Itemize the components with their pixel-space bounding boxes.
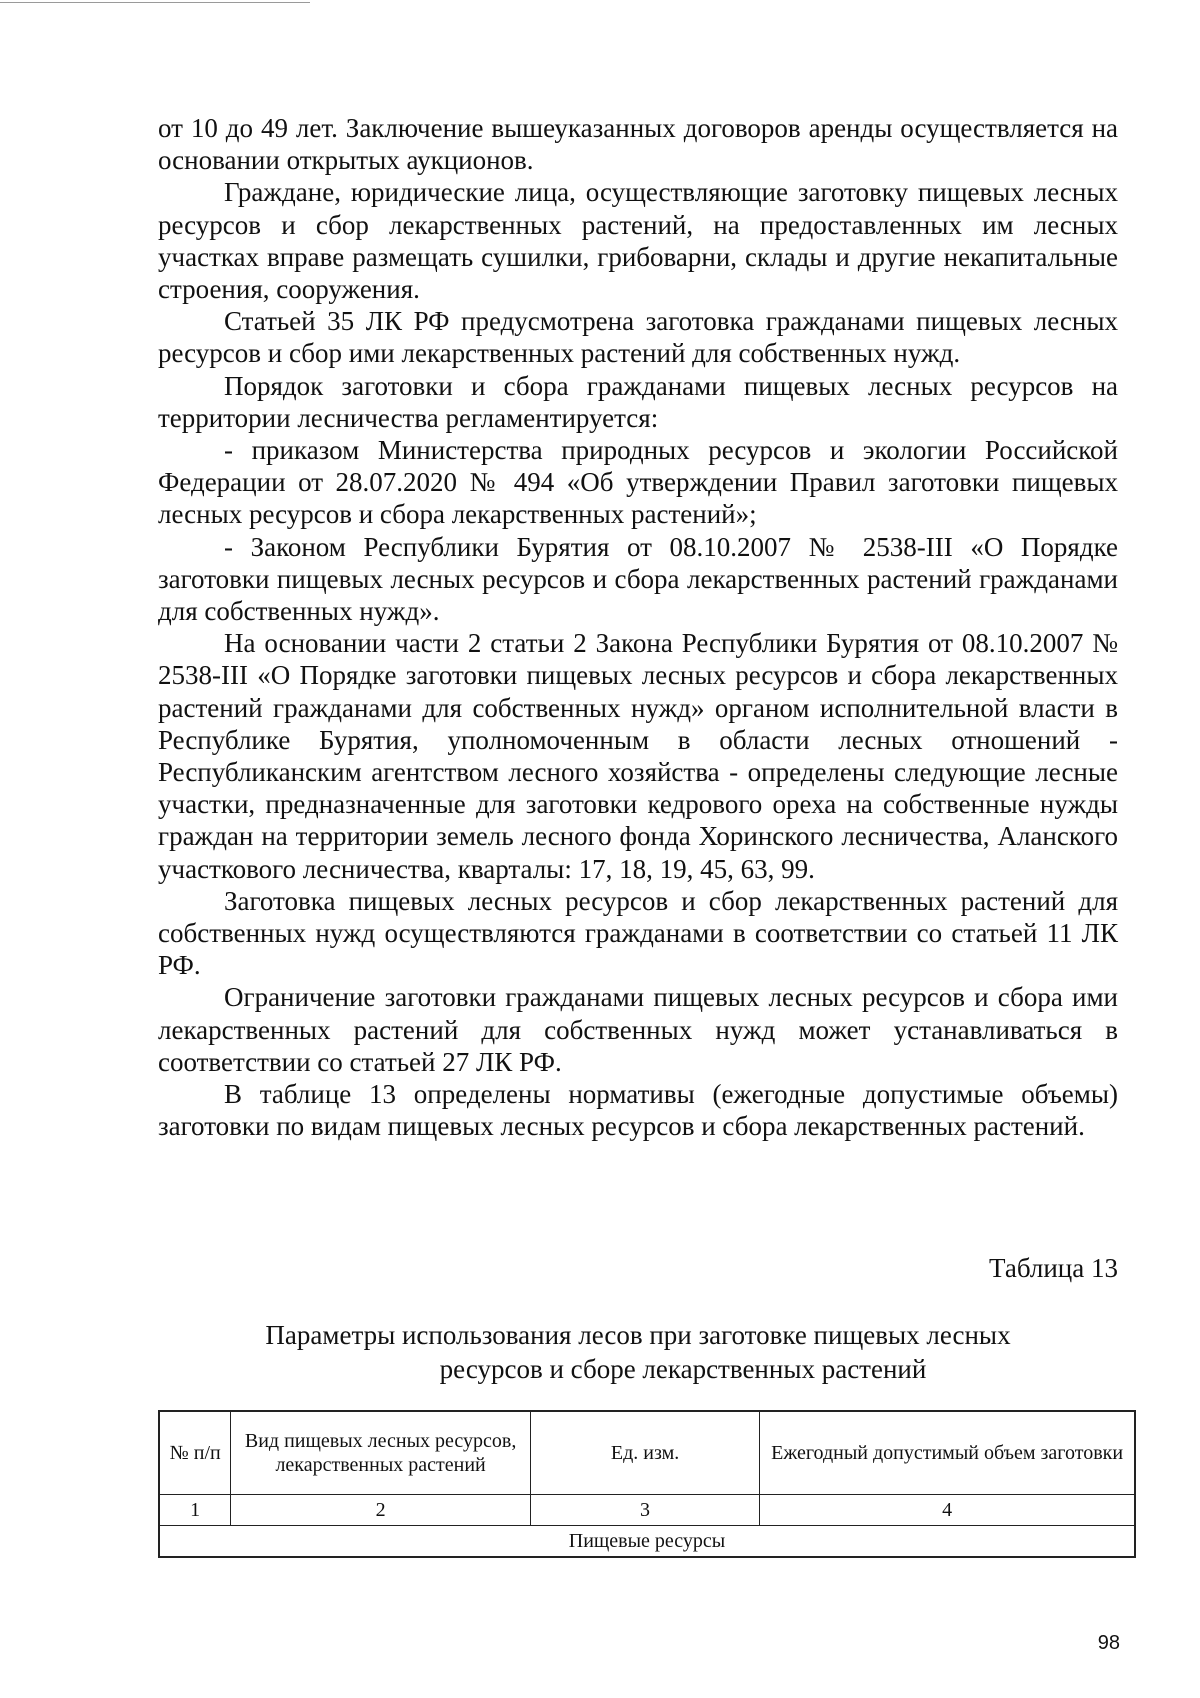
table-title xyxy=(158,1318,1118,1386)
parameters-table xyxy=(158,1410,1136,1558)
paragraph: Ограничение заготовки гражданами пищевых лесных ресурсов и сбора ими лекарственных растений для собственных нужд может устанавливаться в соответствии со статьей 27 ЛК РФ. xyxy=(158,982,1118,1077)
paragraph: В таблице 13 определены нормативы (ежегодные допустимые объемы) заготовки по видам пищевых лесных ресурсов и сбора лекарственных растений. xyxy=(158,1079,1118,1142)
paragraph: Заготовка пищевых лесных ресурсов и сбор лекарственных растений для собственных нужд осуществляются гражданами в соответствии со статьей 11 ЛК РФ. xyxy=(158,885,1118,981)
column-number: 2 xyxy=(231,1495,530,1526)
page-number: 98 xyxy=(1097,1632,1120,1654)
body-text xyxy=(158,112,1118,1143)
section-label: Пищевые ресурсы xyxy=(159,1526,1135,1558)
paragraph: Граждане, юридические лица, осуществляющие заготовку пищевых лесных ресурсов и сбор лекарственных растений, на предоставленных им лесных участках вправе размещать сушилки, грибоварни, склады и другие некапитальные строения, сооружения. xyxy=(158,177,1118,305)
table-title-line: Параметры использования лесов при заготовке пищевых лесных xyxy=(265,1320,1011,1350)
column-header-annual-volume: Ежегодный допустимый объем заготовки xyxy=(760,1411,1135,1495)
paragraph: - Законом Республики Бурятия от 08.10.2007 № 2538-III «О Порядке заготовки пищевых лесных ресурсов и сбора лекарственных растений гражданами для собственных нужд». xyxy=(158,531,1118,627)
column-number: 1 xyxy=(159,1495,231,1526)
table-title-line: ресурсов и сборе лекарственных растений xyxy=(439,1354,927,1384)
table-header-row xyxy=(159,1411,1135,1495)
paragraph: Порядок заготовки и сбора гражданами пищевых лесных ресурсов на территории лесничества регламентируется: xyxy=(158,370,1118,433)
column-header-resource-type: Вид пищевых лесных ресурсов, лекарственных растений xyxy=(231,1411,530,1495)
paragraph: Статьей 35 ЛК РФ предусмотрена заготовка гражданами пищевых лесных ресурсов и сбор ими лекарственных растений для собственных нужд. xyxy=(158,306,1118,369)
table-caption: Таблица 13 xyxy=(989,1253,1118,1283)
column-header-unit: Ед. изм. xyxy=(530,1411,759,1495)
column-header-number: № п/п xyxy=(159,1411,231,1495)
table-section-row xyxy=(159,1526,1135,1558)
column-number: 4 xyxy=(760,1495,1135,1526)
paragraph: - приказом Министерства природных ресурсов и экологии Российской Федерации от 28.07.2020 № 494 «Об утверждении Правил заготовки пищевых лесных ресурсов и сбора лекарственных растений»; xyxy=(158,435,1118,530)
paragraph: На основании части 2 статьи 2 Закона Республики Бурятия от 08.10.2007 № 2538-III «О Порядке заготовки пищевых лесных ресурсов и сбора лекарственных растений гражданами для собственных нужд» органом исполнительной власти в Республике Бурятия, уполномоченным в области лесных отношений - Республиканским агентством лесного хозяйства - определены следующие лесные участки, предназначенные для заготовки кедрового ореха на собственные нужды граждан на территории земель лесного фонда Хоринского лесничества, Аланского участкового лесничества, кварталы: 17, 18, 19, 45, 63, 99. xyxy=(158,628,1118,884)
paragraph: от 10 до 49 лет. Заключение вышеуказанных договоров аренды осуществляется на основании открытых аукционов. xyxy=(158,113,1118,176)
scan-edge-line xyxy=(0,2,310,3)
column-numbers-row xyxy=(159,1495,1135,1526)
column-number: 3 xyxy=(530,1495,759,1526)
